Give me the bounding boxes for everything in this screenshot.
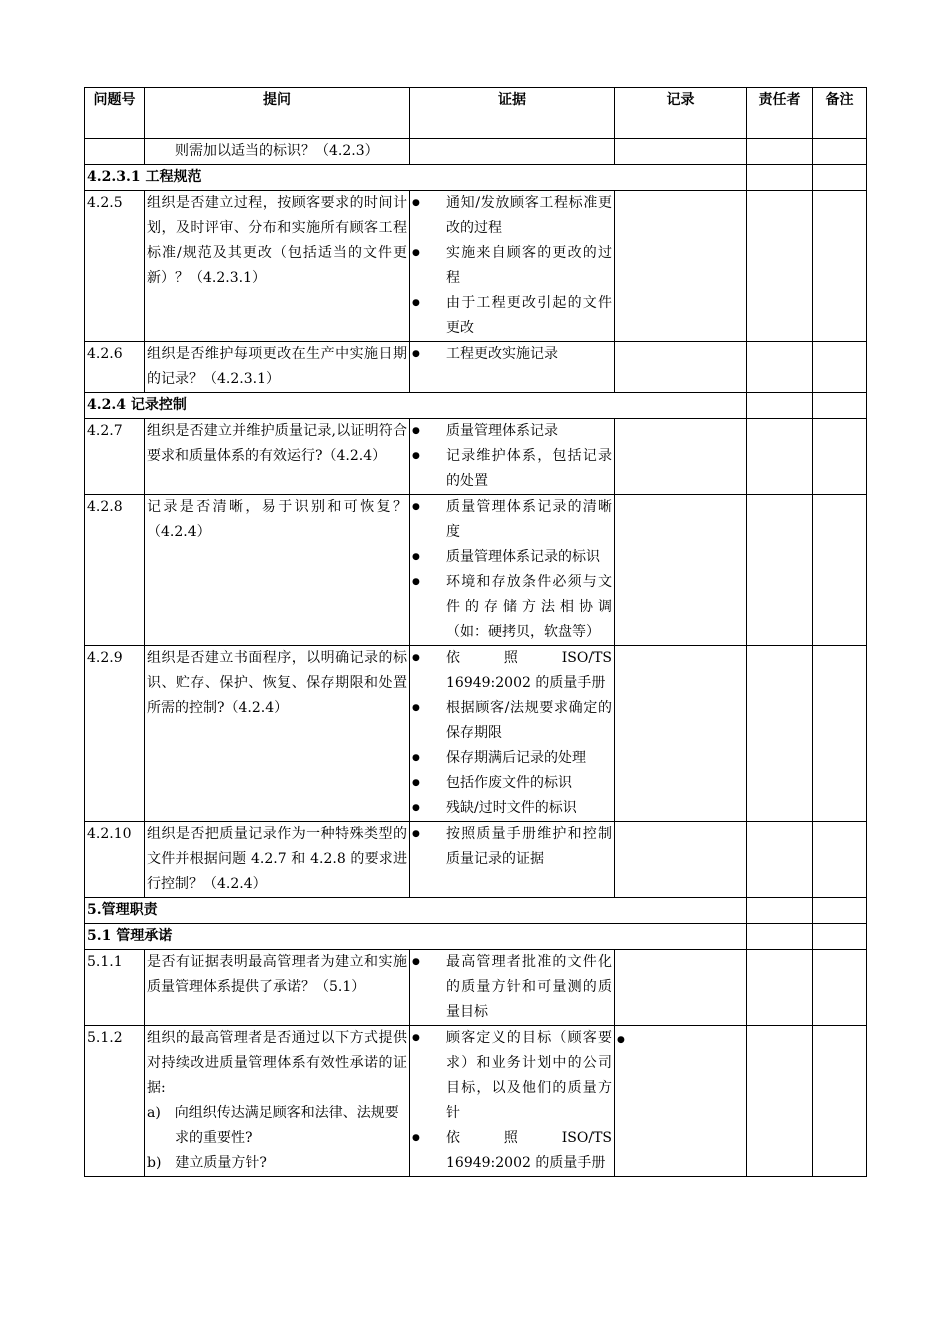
- evidence-item: ● 最高管理者批准的文件化的质量方针和可量测的质量目标: [412, 950, 612, 1025]
- owner-cell: [747, 191, 813, 342]
- question-body: 则需加以适当的标识？（4.2.3）: [175, 143, 379, 159]
- table-row: [85, 822, 867, 898]
- evidence-item: ● 按照质量手册维护和控制质量记录的证据: [412, 822, 612, 872]
- question-body: 组织的最高管理者是否通过以下方式提供对持续改进质量管理体系有效性承诺的证据:: [147, 1030, 407, 1096]
- evidence-item: ● 工程更改实施记录: [412, 342, 612, 367]
- question-number: 4.2.8: [85, 495, 145, 646]
- question-number: 5.1.2: [85, 1026, 145, 1177]
- owner-cell: [747, 950, 813, 1026]
- section-title: 5.管理职责: [85, 898, 747, 924]
- record-cell: [615, 1026, 747, 1177]
- header-question: 提问: [145, 88, 410, 139]
- evidence-cell: [410, 191, 615, 342]
- owner-cell: [747, 342, 813, 393]
- question-text: [145, 822, 410, 898]
- evidence-item: ● 依 照 ISO/TS 16949:2002 的质量手册: [412, 646, 612, 696]
- evidence-item: ● 包括作废文件的标识: [412, 771, 612, 796]
- owner-cell: [747, 495, 813, 646]
- note-cell: [813, 419, 867, 495]
- table-row: [85, 950, 867, 1026]
- question-number: 4.2.10: [85, 822, 145, 898]
- question-text: [145, 139, 410, 165]
- question-body: 组织是否维护每项更改在生产中实施日期的记录？（4.2.3.1）: [147, 346, 407, 387]
- note-cell: [813, 822, 867, 898]
- record-cell: [615, 419, 747, 495]
- note-cell: [813, 139, 867, 165]
- evidence-item: ● 环境和存放条件必须与文件的存储方法相协调（如：硬拷贝，软盘等）: [412, 570, 612, 645]
- note-cell: [813, 342, 867, 393]
- question-subitem: a) 向组织传达满足顾客和法律、法规要求的重要性?: [147, 1105, 399, 1146]
- evidence-item: ● 通知/发放顾客工程标准更改的过程: [412, 191, 612, 241]
- evidence-item: ● 记录维护体系，包括记录的处置: [412, 444, 612, 494]
- evidence-item: ● 质量管理体系记录: [412, 419, 612, 444]
- note-cell: [813, 898, 867, 924]
- table-row: [85, 495, 867, 646]
- question-number: 4.2.6: [85, 342, 145, 393]
- evidence-cell: [410, 419, 615, 495]
- owner-cell: [747, 1026, 813, 1177]
- record-cell: [615, 191, 747, 342]
- question-body: 组织是否建立书面程序，以明确记录的标识、贮存、保护、恢复、保存期限和处置所需的控制?（4.2.4）: [147, 650, 407, 716]
- note-cell: [813, 1026, 867, 1177]
- note-cell: [813, 950, 867, 1026]
- header-num: 问题号: [85, 88, 145, 139]
- evidence-item: ● 保存期满后记录的处理: [412, 746, 612, 771]
- record-cell: [615, 822, 747, 898]
- record-cell: [615, 950, 747, 1026]
- section-title: 5.1 管理承诺: [85, 924, 747, 950]
- evidence-cell: [410, 342, 615, 393]
- header-owner: 责任者: [747, 88, 813, 139]
- record-cell: [615, 646, 747, 822]
- record-cell: [615, 139, 747, 165]
- question-text: [145, 342, 410, 393]
- question-text: [145, 950, 410, 1026]
- evidence-cell: [410, 822, 615, 898]
- question-text: [145, 495, 410, 646]
- question-body: 记录是否清晰，易于识别和可恢复？（4.2.4）: [147, 499, 407, 540]
- record-cell: [615, 495, 747, 646]
- note-cell: [813, 646, 867, 822]
- evidence-cell: [410, 1026, 615, 1177]
- table-row: [85, 1026, 867, 1177]
- question-text: [145, 191, 410, 342]
- owner-cell: [747, 393, 813, 419]
- question-subitem: b) 建立质量方针?: [147, 1155, 267, 1171]
- evidence-cell: [410, 950, 615, 1026]
- owner-cell: [747, 898, 813, 924]
- table-row: [85, 342, 867, 393]
- owner-cell: [747, 139, 813, 165]
- section-title: 4.2.3.1 工程规范: [85, 165, 747, 191]
- question-body: 组织是否建立并维护质量记录,以证明符合要求和质量体系的有效运行?（4.2.4）: [147, 423, 407, 464]
- note-cell: [813, 924, 867, 950]
- record-cell: [615, 342, 747, 393]
- evidence-item: ● 由于工程更改引起的文件更改: [412, 291, 612, 341]
- section-row: [85, 165, 867, 191]
- evidence-item: ● 质量管理体系记录的清晰度: [412, 495, 612, 545]
- question-body: 组织是否把质量记录作为一种特殊类型的文件并根据问题 4.2.7 和 4.2.8 的要求进行控制？（4.2.4）: [147, 826, 407, 892]
- record-bullet: ●: [617, 1035, 625, 1045]
- table-row: [85, 646, 867, 822]
- evidence-item: ● 顾客定义的目标（顾客要求）和业务计划中的公司目标，以及他们的质量方针: [412, 1026, 612, 1126]
- header-row: [85, 88, 867, 139]
- header-record: 记录: [615, 88, 747, 139]
- audit-checklist-table: [84, 87, 867, 1177]
- question-text: [145, 1026, 410, 1177]
- note-cell: [813, 495, 867, 646]
- owner-cell: [747, 419, 813, 495]
- note-cell: [813, 191, 867, 342]
- note-cell: [813, 165, 867, 191]
- table-row: [85, 419, 867, 495]
- evidence-item: ● 根据顾客/法规要求确定的保存期限: [412, 696, 612, 746]
- section-row: [85, 393, 867, 419]
- section-row: [85, 924, 867, 950]
- question-number: 5.1.1: [85, 950, 145, 1026]
- header-note: 备注: [813, 88, 867, 139]
- question-number: 4.2.9: [85, 646, 145, 822]
- question-body: 是否有证据表明最高管理者为建立和实施质量管理体系提供了承诺？（5.1）: [147, 954, 407, 995]
- question-number: 4.2.5: [85, 191, 145, 342]
- owner-cell: [747, 924, 813, 950]
- section-row: [85, 898, 867, 924]
- table-row: [85, 139, 867, 165]
- evidence-cell: [410, 139, 615, 165]
- owner-cell: [747, 822, 813, 898]
- owner-cell: [747, 646, 813, 822]
- table-row: [85, 191, 867, 342]
- question-body: 组织是否建立过程，按顾客要求的时间计划，及时评审、分布和实施所有顾客工程标准/规范及其更改（包括适当的文件更新）？（4.2.3.1）: [147, 195, 407, 286]
- evidence-cell: [410, 495, 615, 646]
- owner-cell: [747, 165, 813, 191]
- evidence-item: ● 实施来自顾客的更改的过程: [412, 241, 612, 291]
- question-text: [145, 646, 410, 822]
- section-title: 4.2.4 记录控制: [85, 393, 747, 419]
- header-evidence: 证据: [410, 88, 615, 139]
- question-number: [85, 139, 145, 165]
- evidence-item: ● 依 照 ISO/TS 16949:2002 的质量手册: [412, 1126, 612, 1176]
- evidence-item: ● 残缺/过时文件的标识: [412, 796, 612, 821]
- evidence-cell: [410, 646, 615, 822]
- evidence-item: ● 质量管理体系记录的标识: [412, 545, 612, 570]
- question-number: 4.2.7: [85, 419, 145, 495]
- note-cell: [813, 393, 867, 419]
- question-text: [145, 419, 410, 495]
